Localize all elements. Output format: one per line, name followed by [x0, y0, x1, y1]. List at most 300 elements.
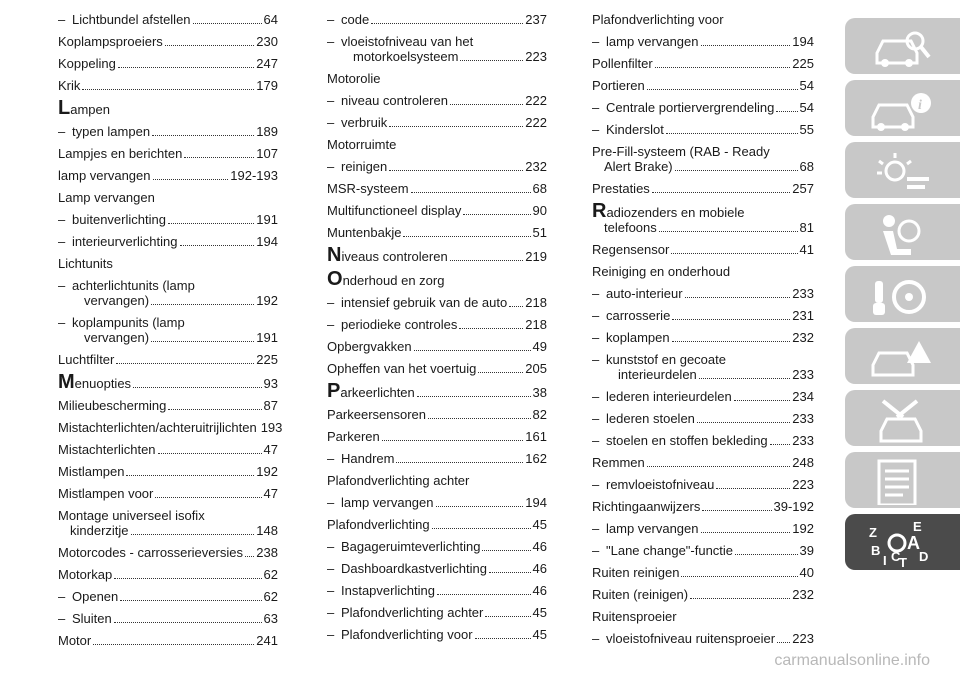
entry-line: [327, 268, 547, 290]
page-number: 225: [792, 56, 814, 71]
index-entry: [58, 97, 278, 119]
index-entry: [58, 420, 283, 435]
entry-line: [327, 407, 547, 422]
entry-dash: –: [58, 315, 66, 330]
entry-text: interieurverlichting: [72, 234, 178, 249]
entry-line: [58, 545, 278, 560]
entry-line: [58, 56, 278, 71]
entry-line: [592, 144, 814, 159]
page-number: 46: [532, 561, 547, 576]
entry-text: intensief gebruik van de auto: [341, 295, 508, 310]
index-entry: [58, 611, 278, 626]
entry-text: Richtingaanwijzers: [592, 499, 701, 514]
leader-dots: [93, 644, 254, 645]
entry-dash: –: [592, 543, 600, 558]
entry-text: lamp vervangen: [606, 521, 699, 536]
index-letter: T: [899, 555, 907, 567]
index-entry: [58, 146, 278, 161]
leader-dots: [716, 488, 790, 489]
index-entry: [58, 589, 278, 604]
index-letter: I: [883, 553, 887, 567]
leader-dots: [389, 170, 523, 171]
entry-dash: –: [327, 451, 335, 466]
leader-dots: [460, 60, 523, 61]
page-number: 162: [525, 451, 547, 466]
index-entry: [592, 411, 814, 426]
leader-dots: [417, 396, 531, 397]
entry-line: [592, 200, 814, 222]
leader-dots: [485, 616, 530, 617]
entry-text: "Lane change"-functie: [606, 543, 734, 558]
entry-line: [341, 627, 547, 642]
entry-dash: –: [327, 561, 335, 576]
entry-line: [72, 12, 278, 27]
leader-dots: [158, 453, 262, 454]
page-number: 233: [792, 433, 814, 448]
entry-text: nderhoud en zorg: [342, 273, 445, 288]
index-entry: [58, 486, 278, 501]
entry-line: [72, 234, 278, 249]
entry-dash: –: [327, 159, 335, 174]
leader-dots: [652, 192, 790, 193]
leader-dots: [701, 45, 791, 46]
entry-text: Parkeren: [327, 429, 380, 444]
index-entry: [592, 78, 814, 93]
entry-line: [327, 339, 547, 354]
entry-line: [72, 278, 278, 293]
entry-text: lederen stoelen: [606, 411, 695, 426]
entry-dash: –: [327, 583, 335, 598]
entry-line: [341, 317, 547, 332]
entry-line: [592, 587, 814, 602]
entry-dash: –: [327, 34, 335, 49]
car-warning-triangle-icon: [867, 333, 937, 381]
index-entry: [327, 361, 547, 376]
page-number: 55: [799, 122, 814, 137]
entry-dash: –: [327, 495, 335, 510]
entry-text: Lichtbundel afstellen: [72, 12, 191, 27]
leader-dots: [133, 387, 261, 388]
index-entry: [58, 256, 278, 271]
index-entry: [327, 451, 547, 466]
leader-dots: [690, 598, 790, 599]
entry-dash: –: [58, 589, 66, 604]
page-number: 87: [263, 398, 278, 413]
index-entry: [327, 473, 547, 488]
chapter-tab[interactable]: [845, 328, 960, 384]
chapter-tab[interactable]: [845, 266, 960, 322]
leader-dots: [428, 418, 531, 419]
letter-heading: R: [592, 200, 607, 222]
entry-dash: –: [327, 93, 335, 108]
leader-dots: [675, 170, 798, 171]
index-letter: C: [891, 549, 901, 564]
page-number: 189: [256, 124, 278, 139]
page-number: 223: [792, 631, 814, 646]
page-number: 45: [532, 517, 547, 532]
index-column-3: [592, 12, 814, 653]
leader-dots: [184, 157, 254, 158]
entry-dash: –: [592, 286, 600, 301]
page-number: 46: [532, 539, 547, 554]
index-entry: [327, 34, 547, 64]
index-entry: [327, 605, 547, 620]
chapter-tab[interactable]: [845, 452, 960, 508]
entry-text: niveau controleren: [341, 93, 448, 108]
page-number: 47: [263, 442, 278, 457]
page-number: 63: [263, 611, 278, 626]
leader-dots: [647, 89, 798, 90]
page-number: 64: [263, 12, 278, 27]
leader-dots: [151, 341, 254, 342]
entry-line: [592, 499, 814, 514]
entry-text: typen lampen: [72, 124, 151, 139]
index-entry: [58, 398, 278, 413]
entry-line: [341, 49, 547, 64]
page-number: 41: [799, 242, 814, 257]
entry-dash: –: [592, 389, 600, 404]
index-entry: [58, 315, 278, 345]
index-entry: [327, 407, 547, 422]
leader-dots: [114, 622, 262, 623]
leader-dots: [114, 578, 261, 579]
page-number: 238: [256, 545, 278, 560]
entry-text: Ruiten (reinigen): [592, 587, 689, 602]
index-entry: [592, 308, 814, 323]
index-entry: [592, 200, 814, 235]
page-number: 223: [525, 49, 547, 64]
index-entry: [327, 244, 547, 266]
leader-dots: [666, 133, 798, 134]
entry-text: Motor: [58, 633, 92, 648]
entry-dash: –: [327, 627, 335, 642]
airbag-seat-icon: [867, 209, 937, 257]
chapter-tab[interactable]: [845, 80, 960, 136]
entry-dash: –: [592, 100, 600, 115]
entry-text: Plafondverlichting voor: [592, 12, 724, 27]
page-number: 248: [792, 455, 814, 470]
index-entry: [58, 278, 278, 308]
entry-line: [606, 367, 814, 382]
index-entry: [327, 93, 547, 108]
entry-text: Luchtfilter: [58, 352, 115, 367]
index-entry: [327, 517, 547, 532]
page-number: 148: [256, 523, 278, 538]
entry-line: [341, 583, 547, 598]
entry-text: remvloeistofniveau: [606, 477, 715, 492]
leader-dots: [382, 440, 524, 441]
entry-line: [592, 264, 814, 279]
page-number: 45: [532, 605, 547, 620]
entry-dash: –: [58, 278, 66, 293]
entry-dash: –: [592, 122, 600, 137]
index-entry: [58, 464, 278, 479]
car-info-icon: [867, 85, 937, 133]
leader-dots: [436, 506, 524, 507]
entry-line: [592, 242, 814, 257]
entry-line: [58, 633, 278, 648]
leader-dots: [437, 594, 531, 595]
chapter-tab[interactable]: [845, 514, 960, 570]
page-number: 222: [525, 115, 547, 130]
index-entry: [592, 56, 814, 71]
index-entry: [327, 539, 547, 554]
entry-text: Mistlampen voor: [58, 486, 154, 501]
page-number: 161: [525, 429, 547, 444]
entry-line: [592, 455, 814, 470]
index-entry: [592, 433, 814, 448]
entry-text: Remmen: [592, 455, 645, 470]
page-number: 194: [525, 495, 547, 510]
entry-text: Ruiten reinigen: [592, 565, 680, 580]
page-number: 237: [525, 12, 547, 27]
page-number: 38: [532, 385, 547, 400]
leader-dots: [126, 475, 254, 476]
leader-dots: [165, 45, 255, 46]
leader-dots: [153, 179, 229, 180]
chapter-tab[interactable]: [845, 204, 960, 260]
index-entry: [58, 124, 278, 139]
page-number: 45: [532, 627, 547, 642]
entry-line: [58, 486, 278, 501]
index-entry: [592, 565, 814, 580]
entry-dash: –: [58, 234, 66, 249]
entry-line: [606, 389, 814, 404]
leader-dots: [151, 304, 254, 305]
page-number: 191: [256, 330, 278, 345]
index-entry: [592, 144, 814, 174]
page-number: 194: [792, 34, 814, 49]
page-number: 39-192: [773, 499, 814, 514]
entry-text: Instapverlichting: [341, 583, 435, 598]
index-entry: [58, 190, 278, 205]
entry-text: telefoons: [604, 220, 657, 235]
entry-text: Lamp vervangen: [58, 190, 155, 205]
page-number: 219: [525, 249, 547, 264]
entry-dash: –: [327, 115, 335, 130]
index-entry: [327, 181, 547, 196]
letter-heading: L: [58, 97, 71, 119]
entry-dash: –: [592, 411, 600, 426]
leader-dots: [489, 572, 531, 573]
entry-line: [592, 609, 814, 624]
entry-dash: –: [592, 330, 600, 345]
index-letter: E: [913, 519, 922, 534]
entry-line: [606, 543, 814, 558]
page-number: 192: [792, 521, 814, 536]
index-entry: [327, 339, 547, 354]
leader-dots: [681, 576, 797, 577]
entry-text: Kinderslot: [606, 122, 664, 137]
entry-text: Ruitensproeier: [592, 609, 677, 624]
entry-text: Dashboardkastverlichting: [341, 561, 487, 576]
entry-text: stoelen en stoffen bekleding: [606, 433, 768, 448]
entry-line: [606, 286, 814, 301]
page-number: 230: [256, 34, 278, 49]
entry-line: [606, 34, 814, 49]
entry-heading: [592, 200, 745, 222]
index-entry: [58, 56, 278, 71]
entry-text: buitenverlichting: [72, 212, 166, 227]
entry-text: iveaus controleren: [341, 249, 448, 264]
entry-line: [606, 411, 814, 426]
index-entry: [327, 159, 547, 174]
page-number: 218: [525, 295, 547, 310]
car-search-icon: [867, 23, 937, 71]
entry-heading: [58, 97, 110, 119]
page-number: 68: [799, 159, 814, 174]
index-entry: [58, 168, 278, 183]
index-entry: [327, 429, 547, 444]
page-number: 192: [256, 293, 278, 308]
entry-text: Lichtunits: [58, 256, 113, 271]
leader-dots: [770, 444, 791, 445]
page-number: 205: [525, 361, 547, 376]
entry-dash: –: [592, 477, 600, 492]
entry-text: enuopties: [74, 376, 132, 391]
chapter-tab[interactable]: [845, 390, 960, 446]
leader-dots: [509, 306, 523, 307]
page-number: 223: [792, 477, 814, 492]
leader-dots: [672, 341, 791, 342]
entry-text: periodieke controles: [341, 317, 458, 332]
entry-text: Milieubescherming: [58, 398, 167, 413]
entry-text: Plafondverlichting achter: [327, 473, 470, 488]
entry-dash: –: [592, 352, 600, 367]
entry-line: [341, 561, 547, 576]
page-number: 218: [525, 317, 547, 332]
entry-dash: –: [592, 308, 600, 323]
entry-line: [58, 398, 278, 413]
entry-dash: –: [58, 212, 66, 227]
entry-text: arkeerlichten: [340, 385, 415, 400]
entry-line: [58, 190, 278, 205]
index-alphabet-icon: [867, 519, 937, 567]
page-number: 90: [532, 203, 547, 218]
index-entry: [327, 627, 547, 642]
entry-text: Portieren: [592, 78, 645, 93]
index-entry: [58, 78, 278, 93]
page-number: 54: [799, 78, 814, 93]
entry-text: Multifunctioneel display: [327, 203, 462, 218]
page-number: 54: [799, 100, 814, 115]
page-number: 192-193: [230, 168, 278, 183]
entry-text: Centrale portiervergrendeling: [606, 100, 775, 115]
entry-text: Bagageruimteverlichting: [341, 539, 481, 554]
entry-line: [592, 12, 814, 27]
index-entry: [327, 583, 547, 598]
entry-line: [606, 308, 814, 323]
entry-text: Pre-Fill-systeem (RAB - Ready: [592, 144, 770, 159]
entry-text: kinderzitje: [70, 523, 129, 538]
entry-dash: –: [58, 12, 66, 27]
index-entry: [327, 71, 547, 86]
entry-line: [606, 477, 814, 492]
chapter-tab[interactable]: [845, 142, 960, 198]
entry-text: Prestaties: [592, 181, 650, 196]
leader-dots: [411, 192, 531, 193]
entry-line: [341, 295, 547, 310]
entry-text: Mistachterlichten: [58, 442, 156, 457]
index-entry: [592, 122, 814, 137]
index-entry: [592, 455, 814, 470]
warning-lights-icon: [867, 147, 937, 195]
leader-dots: [475, 638, 531, 639]
entry-heading: [327, 380, 415, 402]
entry-text: motorkoelsysteem: [353, 49, 459, 64]
index-entry: [58, 212, 278, 227]
svg-text:i: i: [918, 98, 922, 113]
index-column-2: [327, 12, 547, 649]
entry-line: [58, 256, 278, 271]
entry-text: Alert Brake): [604, 159, 673, 174]
entry-text: vervangen): [84, 330, 150, 345]
index-entry: [592, 609, 814, 624]
page-number: 40: [799, 565, 814, 580]
page-number: 241: [256, 633, 278, 648]
index-entry: [327, 561, 547, 576]
leader-dots: [463, 214, 530, 215]
entry-line: [592, 56, 814, 71]
entry-line: [606, 330, 814, 345]
index-entry: [58, 508, 278, 538]
entry-text: auto-interieur: [606, 286, 683, 301]
entry-heading: [327, 244, 448, 266]
index-entry: [327, 495, 547, 510]
entry-text: Motorcodes - carrosserieversies: [58, 545, 243, 560]
entry-line: [592, 565, 814, 580]
leader-dots: [655, 67, 791, 68]
page-number: 47: [263, 486, 278, 501]
entry-line: [341, 451, 547, 466]
entry-line: [592, 159, 814, 174]
page-number: 234: [792, 389, 814, 404]
entry-text: Motorolie: [327, 71, 381, 86]
page-number: 257: [792, 181, 814, 196]
index-entry: [592, 286, 814, 301]
index-entry: [58, 12, 278, 27]
entry-dash: –: [592, 521, 600, 536]
chapter-tab[interactable]: [845, 18, 960, 74]
entry-line: [327, 380, 547, 402]
index-letter: Z: [869, 525, 877, 540]
entry-line: [58, 34, 278, 49]
entry-text: Plafondverlichting: [327, 517, 430, 532]
leader-dots: [450, 260, 524, 261]
entry-text: vloeistofniveau van het: [341, 34, 474, 49]
index-entry: [592, 477, 814, 492]
entry-line: [327, 429, 547, 444]
entry-text: Koplampsproeiers: [58, 34, 163, 49]
entry-dash: –: [327, 317, 335, 332]
page-number: 247: [256, 56, 278, 71]
entry-line: [341, 495, 547, 510]
entry-line: [341, 93, 547, 108]
leader-dots: [82, 89, 254, 90]
page-number: 68: [532, 181, 547, 196]
entry-line: [341, 12, 547, 27]
index-entry: [592, 242, 814, 257]
entry-text: Plafondverlichting achter: [341, 605, 484, 620]
index-entry: [592, 631, 814, 646]
leader-dots: [403, 236, 530, 237]
entry-text: Muntenbakje: [327, 225, 402, 240]
index-entry: [58, 442, 278, 457]
index-entry: [592, 499, 814, 514]
entry-text: Mistachterlichten/achteruitrijlichten: [58, 420, 257, 435]
entry-text: koplampunits (lamp: [72, 315, 185, 330]
entry-line: [58, 420, 283, 435]
